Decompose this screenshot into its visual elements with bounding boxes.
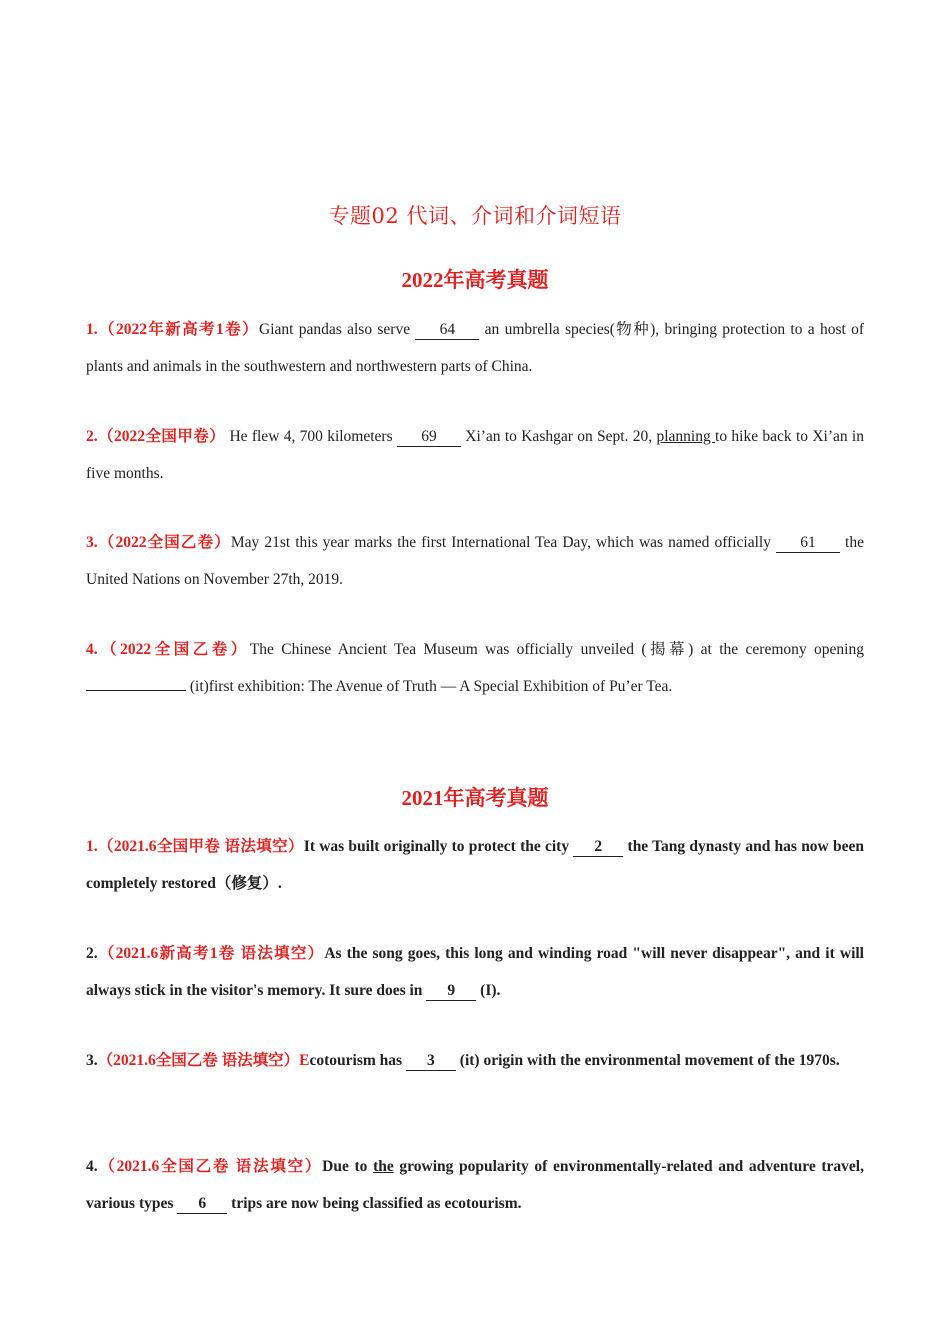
question-number: 3. [86,534,98,551]
answer-blank[interactable]: 61 [776,534,840,553]
answer-blank[interactable] [86,690,186,691]
question-number: 2. [86,428,98,445]
question-source: （2022年新高考1卷） [97,321,260,338]
question-text: trips are now being classified as ecotourism. [227,1195,522,1212]
question-text: As the song goes, this long and winding road "will never disappear", and it will always stick in the visitor's memory. It sure does in [86,945,864,999]
question-source: （2021.6新高考1卷 语法填空） [97,945,325,962]
question-number: 1. [86,321,98,338]
question-number: 1. [86,838,98,855]
answer-blank[interactable]: 6 [177,1195,227,1214]
answer-blank[interactable]: 64 [415,321,479,340]
question-text: It was built originally to protect the city [303,838,574,855]
question-number: 4. [86,1158,98,1175]
question-2021-3 [86,1042,864,1079]
question-number: 3. [86,1052,98,1069]
question-text: (I). [476,982,501,999]
question-source: （2021.6全国乙卷 语法填空）E [97,1052,310,1069]
question-text: to hike back to Xi’an in five months. [86,428,864,482]
question-source: （2022全国乙卷） [97,641,250,658]
question-text: an umbrella species(物种), bringing protection to a host of plants and animals in the southwestern and northwestern parts of China. [86,321,864,375]
question-2021-4 [86,1148,864,1222]
question-2022-1 [86,311,864,385]
question-text: The Chinese Ancient Tea Museum was officially unveiled (揭幕) at the ceremony opening [249,641,864,658]
section-heading-2021: 2021年高考真题 [401,786,549,810]
question-text: (it) origin with the environmental movement of the 1970s. [455,1052,840,1069]
question-source: （2022全国甲卷） [97,428,226,445]
question-2022-2 [86,418,864,492]
underlined-word: the [373,1158,394,1175]
question-text: the United Nations on November 27th, 2019. [86,534,864,588]
question-source: （2022全国乙卷） [97,534,231,551]
question-text: Giant pandas also serve [259,321,416,338]
question-2022-4 [86,631,864,705]
section-heading-2022: 2022年高考真题 [401,268,549,292]
question-source: （2021.6全国乙卷 语法填空） [97,1158,323,1175]
underlined-word: planning [656,428,716,445]
question-number: 2. [86,945,98,962]
question-source: （2021.6全国甲卷 语法填空） [97,838,304,855]
question-2022-3 [86,524,864,598]
question-2021-2 [86,935,864,1009]
question-number: 4. [86,641,98,658]
answer-blank[interactable]: 2 [573,838,623,857]
question-2021-1 [86,828,864,902]
question-text: Due to [322,1158,374,1175]
question-text: May 21st this year marks the first International Tea Day, which was named officially [230,534,777,551]
answer-blank[interactable]: 69 [397,428,461,447]
question-text: Xi’an to Kashgar on Sept. 20, [460,428,657,445]
answer-blank[interactable]: 3 [406,1052,456,1071]
question-text: growing popularity of environmentally-related and adventure travel, various types [86,1158,864,1212]
page-title: 专题02 代词、介词和介词短语 [328,204,622,228]
question-text: cotourism has [309,1052,406,1069]
question-text: the Tang dynasty and has now been completely restored（修复）. [86,838,864,892]
answer-blank[interactable]: 9 [426,982,476,1001]
question-text: He flew 4, 700 kilometers [225,428,397,445]
question-text: (it)first exhibition: The Avenue of Truth — A Special Exhibition of Pu’er Tea. [186,678,673,695]
